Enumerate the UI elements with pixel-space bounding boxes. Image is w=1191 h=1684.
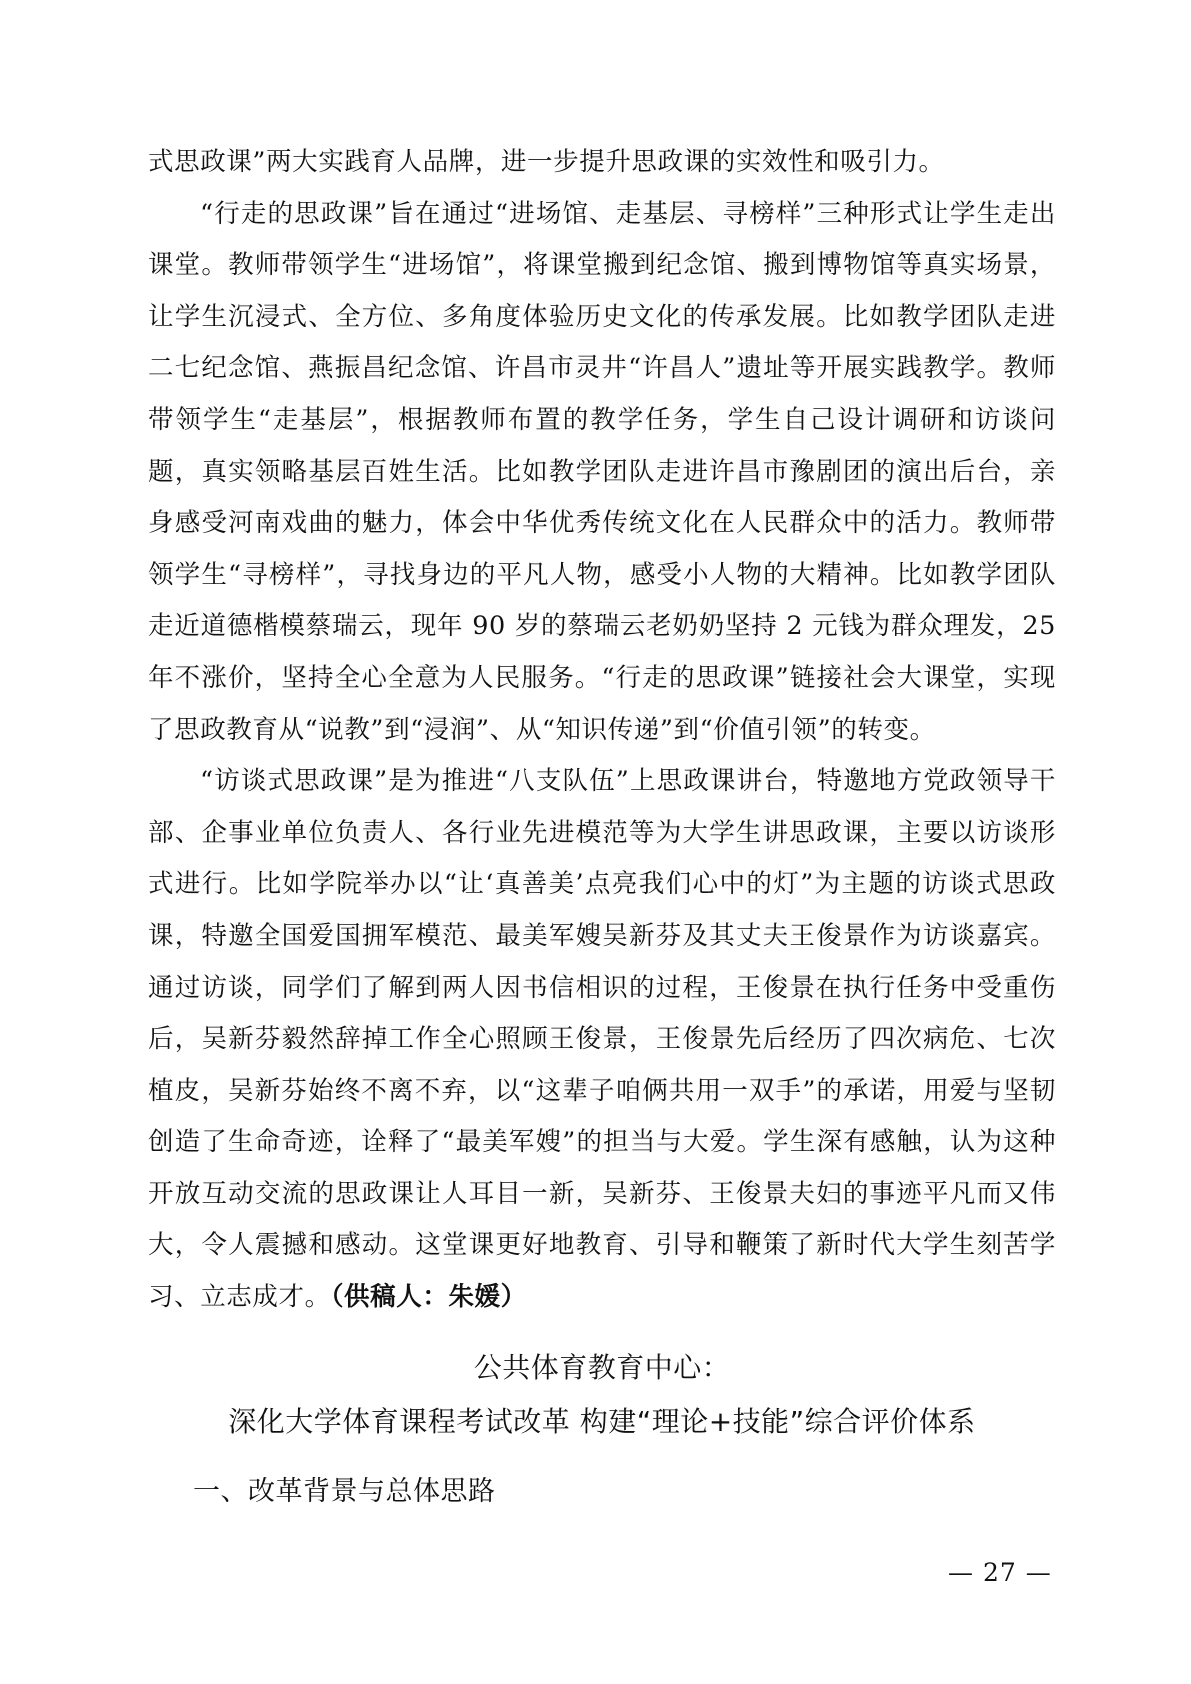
page-number: — 27 — xyxy=(948,1558,1052,1587)
body-text xyxy=(148,137,1056,1324)
section-title-main: 深化大学体育课程考试改革 构建“理论+技能”综合评价体系 xyxy=(228,1405,976,1438)
paragraph-interview-course xyxy=(148,756,1056,1324)
paragraph-continuation: 式思政课”两大实践育人品牌，进一步提升思政课的实效性和吸引力。 xyxy=(148,147,945,177)
section-title-unit: 公共体育教育中心： xyxy=(473,1351,731,1384)
contributor-note: （供稿人：朱媛） xyxy=(330,1282,527,1313)
paragraph-walking-course: “行走的思政课”旨在通过“进场馆、走基层、寻榜样”三种形式让学生走出课堂。教师带领学生“进场馆”，将课堂搬到纪念馆、搬到博物馆等真实场景，让学生沉浸式、全方位、多角度体验历史文化的传承发展。比如教学团队走进二七纪念馆、燕振昌纪念馆、许昌市灵井“许昌人”遗址等开展实践教学。教师带领学生“走基层”，根据教师布置的教学任务，学生自己设计调研和访谈问题，真实领略基层百姓生活。比如教学团队走进许昌市豫剧团的演出后台，亲身感受河南戏曲的魅力，体会中华优秀传统文化在人民群众中的活力。教师带领学生“寻榜样”，寻找身边的平凡人物，感受小人物的大精神。比如教学团队走近道德楷模蔡瑞云，现年 90 岁的蔡瑞云老奶奶坚持 2 元钱为群众理发，25 年不涨价，坚持全心全意为人民服务。“行走的思政课”链接社会大课堂，实现了思政教育从“说教”到“浸润”、从“知识传递”到“价值引领”的转变。 xyxy=(148,198,1056,745)
section-subheading: 一、改革背景与总体思路 xyxy=(193,1476,496,1507)
paragraph-interview-text: “访谈式思政课”是为推进“八支队伍”上思政课讲台，特邀地方党政领导干部、企事业单位负责人、各行业先进模范等为大学生讲思政课，主要以访谈形式进行。比如学院举办以“让‘真善美’点亮我们心中的灯”为主题的访谈式思政课，特邀全国爱国拥军模范、最美军嫂吴新芬及其丈夫王俊景作为访谈嘉宾。通过访谈，同学们了解到两人因书信相识的过程，王俊景在执行任务中受重伤后，吴新芬毅然辞掉工作全心照顾王俊景，王俊景先后经历了四次病危、七次植皮，吴新芬始终不离不弃，以“这辈子咱俩共用一双手”的承诺，用爱与坚韧创造了生命奇迹，诠释了“最美军嫂”的担当与大爱。学生深有感触，认为这种开放互动交流的思政课让人耳目一新，吴新芬、王俊景夫妇的事迹平凡而又伟大，令人震撼和感动。这堂课更好地教育、引导和鞭策了新时代大学生刻苦学习、立志成才。 xyxy=(148,766,1056,1313)
